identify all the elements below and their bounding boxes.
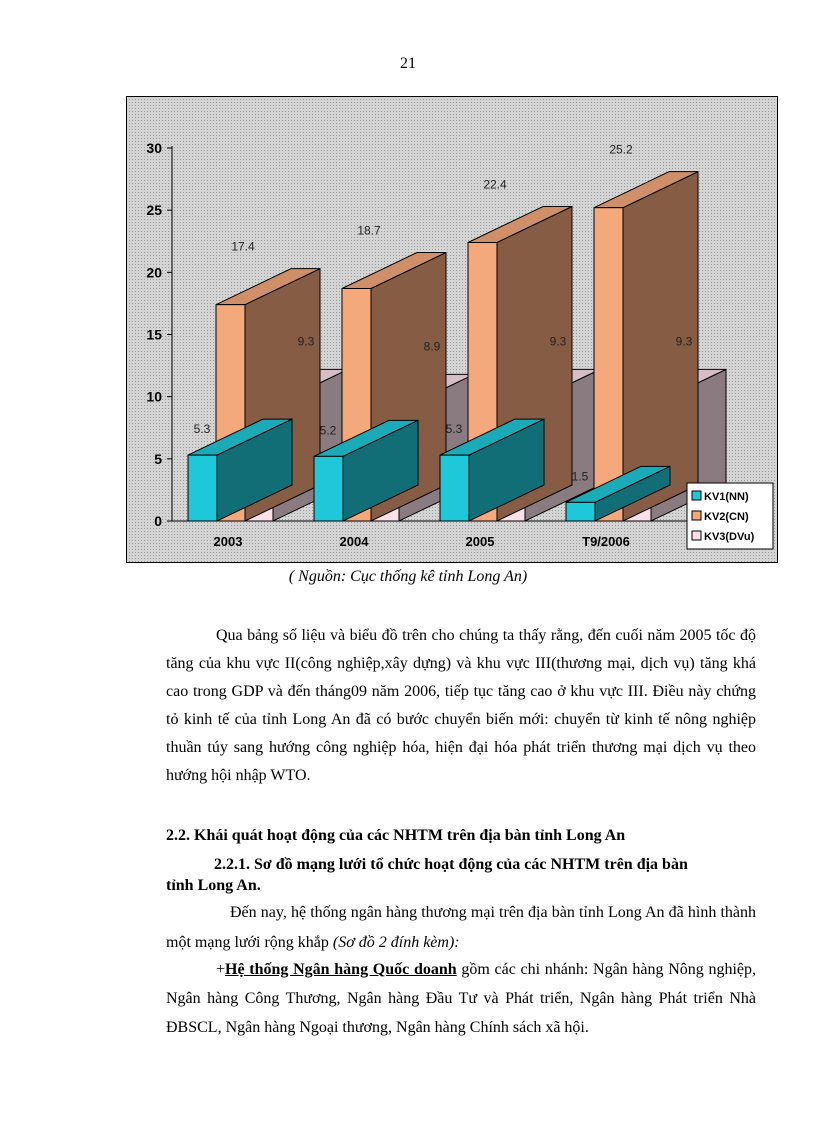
y-tick-label: 30 xyxy=(146,140,162,156)
data-label: 9.3 xyxy=(675,334,693,349)
x-category-label: 2004 xyxy=(339,534,369,549)
data-label: 5.3 xyxy=(445,422,463,437)
x-category-label: 2003 xyxy=(213,534,243,549)
x-category-label: 2005 xyxy=(465,534,495,549)
page-number: 21 xyxy=(400,55,416,72)
paragraph-state-banks xyxy=(166,955,756,1042)
data-label: 9.3 xyxy=(297,334,315,349)
bar-front-KV2(CN) xyxy=(594,208,623,521)
data-label: 5.3 xyxy=(193,422,211,437)
y-tick-label: 5 xyxy=(154,450,162,467)
data-label: 8.9 xyxy=(423,339,441,354)
data-label: 1.5 xyxy=(571,469,589,484)
gdp-structure-chart xyxy=(126,96,778,563)
legend-label: KV3(DVu) xyxy=(704,531,755,543)
bar-chart-3d xyxy=(126,96,778,563)
data-label: 22.4 xyxy=(483,177,507,192)
chart-source-note: ( Nguồn: Cục thống kê tỉnh Long An) xyxy=(288,568,528,585)
y-tick-label: 0 xyxy=(154,513,162,529)
bar-front-KV1(NN) xyxy=(440,455,469,521)
paragraph-plus-sign: + xyxy=(216,961,226,978)
legend-label: KV2(CN) xyxy=(704,511,749,523)
paragraph-state-banks-rest: gồm các chi nhánh: Ngân hàng Nông nghiệp, Ngân hàng Công Thương, Ngân hàng Đầu Tư và Phát triển, Ngân hàng Phát triển Nhà ĐBSCL, Ngân hàng Ngoại thương, Ngân hàng Chính sách xã hội. xyxy=(166,961,757,1036)
data-label: 18.7 xyxy=(357,223,381,238)
section-heading-2-2: 2.2. Khái quát hoạt động của các NHTM trên địa bàn tỉnh Long An xyxy=(166,827,626,844)
y-tick-label: 25 xyxy=(146,202,162,219)
legend-swatch xyxy=(692,491,701,500)
section-heading-2-2-1-cont: tỉnh Long An. xyxy=(166,877,261,894)
paragraph-economic-analysis: Qua bảng số liệu và biểu đồ trên cho chúng ta thấy rằng, đến cuối năm 2005 tốc độ tăng của khu vực II(công nghiệp,xây dựng) và khu vực III(thương mại, dịch vụ) tăng khá cao trong GDP và đến tháng09 năm 2006, tiếp tục tăng cao ở khu vực III. Điều này chứng tỏ kinh tế của tỉnh Long An đã có bước chuyển biến mới: chuyển từ kinh tế nông nghiệp thuần túy sang hướng công nghiệp hóa, hiện đại hóa phát triển thương mại dịch vụ theo hướng hội nhập WTO. xyxy=(166,627,756,784)
y-tick-label: 15 xyxy=(146,326,162,343)
data-label: 17.4 xyxy=(231,239,255,254)
y-tick-label: 10 xyxy=(146,388,162,405)
y-tick-label: 20 xyxy=(146,264,162,281)
data-label: 9.3 xyxy=(549,334,567,349)
bar-front-KV1(NN) xyxy=(566,502,595,521)
data-label: 5.2 xyxy=(319,423,337,438)
state-bank-system-term: Hệ thống Ngân hàng Quốc doanh xyxy=(225,961,457,978)
bar-front-KV1(NN) xyxy=(314,456,343,521)
diagram-reference-note: (Sơ đồ 2 đính kèm): xyxy=(332,934,460,951)
legend-swatch xyxy=(692,511,701,520)
x-category-label: T9/2006 xyxy=(582,534,630,549)
paragraph-network-intro xyxy=(166,898,756,958)
section-heading-2-2-1: 2.2.1. Sơ đồ mạng lưới tổ chức hoạt động của các NHTM trên địa bàn xyxy=(214,856,688,873)
bar-front-KV1(NN) xyxy=(188,455,217,521)
data-label: 25.2 xyxy=(609,142,633,157)
legend-label: KV1(NN) xyxy=(704,491,749,503)
paragraph-network-main: Đến nay, hệ thống ngân hàng thương mại trên địa bàn tỉnh Long An đã hình thành một mạng lưới rộng khắp xyxy=(166,904,756,951)
legend-swatch xyxy=(692,531,701,540)
